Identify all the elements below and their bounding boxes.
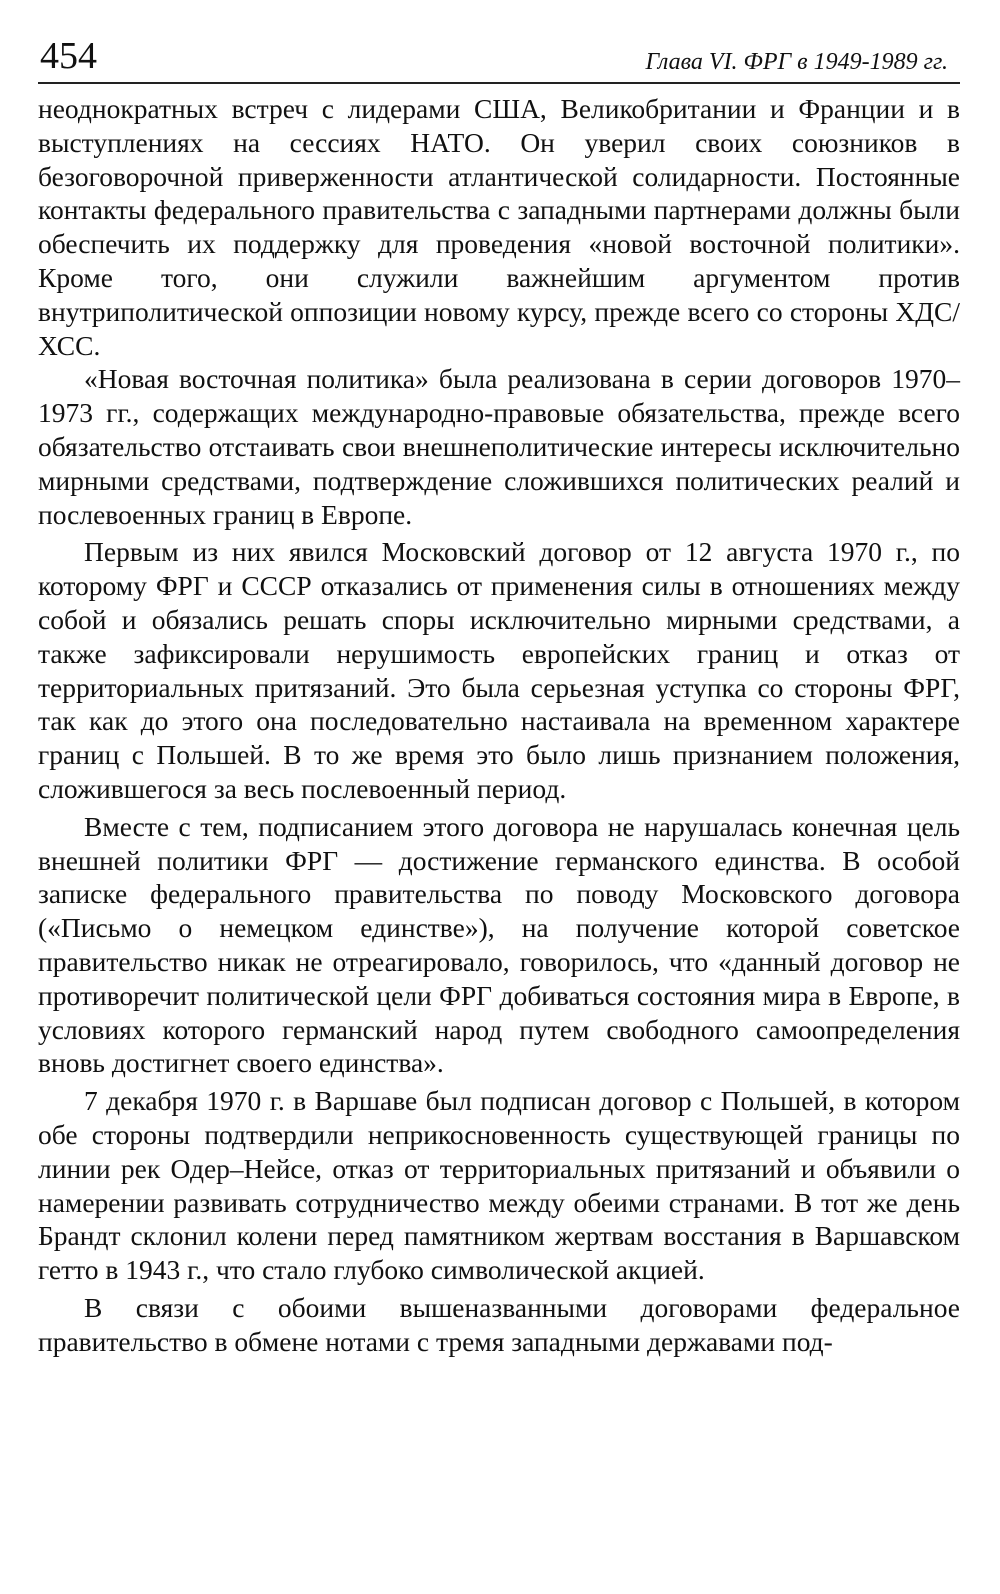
page-header — [38, 30, 960, 84]
paragraph: В связи с обоими вышеназванными договорами федеральное правительство в обмене нотами с тремя западными державами под- — [38, 1291, 960, 1357]
paragraph: «Новая восточная политика» была реализована в серии договоров 1970–1973 гг., содержащих международно-правовые обязательства, прежде всего обязательство отстаивать свои внешнеполитические интересы исключительно мирными средствами, подтверждение сложившихся политических реалий и послевоенных границ в Европе. — [38, 363, 960, 530]
body-text — [38, 92, 960, 1358]
paragraph: Вместе с тем, подписанием этого договора не нарушалась конечная цель внешней политики ФРГ — достижение германского единства. В особой записке федерального правительства по поводу Московского договора («Письмо о немецком единстве»), на получение которой советское правительство никак не отреагировало, говорилось, что «данный договор не противоречит политической цели ФРГ добиваться состояния мира в Европе, в условиях которого германский народ путем свободного самоопределения вновь достигнет своего единства». — [38, 810, 960, 1079]
paragraph: 7 декабря 1970 г. в Варшаве был подписан договор с Польшей, в котором обе стороны подтвердили неприкосновенность существующей границы по линии рек Одер–Нейсе, отказ от территориальных притязаний и объявили о намерении развивать сотрудничество между обеими странами. В тот же день Брандт склонил колени перед памятником жертвам восстания в Варшавском гетто в 1943 г., что стало глубоко символической акцией. — [38, 1085, 960, 1286]
running-head: Глава VI. ФРГ в 1949-1989 гг. — [645, 49, 948, 75]
paragraph: неоднократных встреч с лидерами США, Великобритании и Франции и в выступлениях на сессиях НАТО. Он уверил своих союзников в безоговорочной приверженности атлантической солидарности. Постоянные контакты федерального правительства с западными партнерами должны были обеспечить их поддержку для проведения «новой восточной политики». Кроме того, они служили важнейшим аргументом против внутриполитической оппозиции новому курсу, прежде всего со стороны ХДС/ХСС. — [38, 93, 960, 361]
page-number: 454 — [40, 35, 97, 77]
paragraph: Первым из них явился Московский договор от 12 августа 1970 г., по которому ФРГ и СССР отказались от применения силы в отношениях между собой и обязались решать споры исключительно мирными средствами, а также зафиксировали нерушимость европейских границ и отказ от территориальных притязаний. Это была серьезная уступка со стороны ФРГ, так как до этого она последовательно настаивала на временном характере границ с Польшей. В то же время это было лишь признанием положения, сложившегося за весь послевоенный период. — [38, 536, 960, 804]
book-page — [38, 30, 960, 1358]
